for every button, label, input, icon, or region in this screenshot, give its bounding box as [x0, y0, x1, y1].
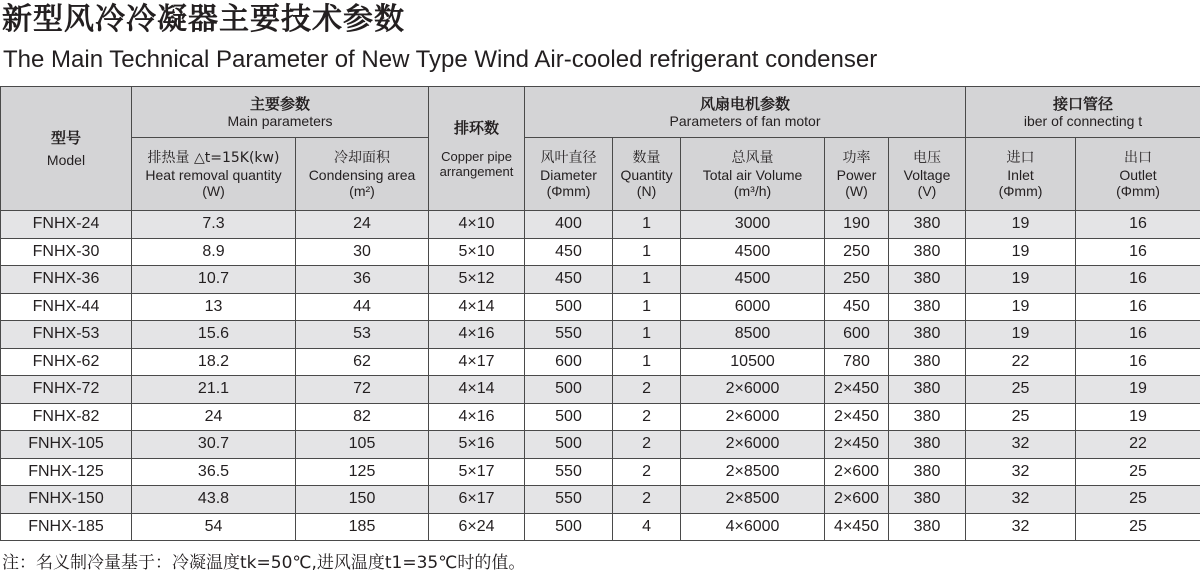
inlet-cell: 19: [966, 321, 1076, 349]
inlet-cell: 19: [966, 293, 1076, 321]
heat-removal-cell: 10.7: [132, 266, 296, 294]
voltage-cell: 380: [889, 376, 966, 404]
heat-removal-cell: 13: [132, 293, 296, 321]
main-parameters-header: 主要参数 Main parameters: [132, 87, 429, 138]
spec-table-body: [1, 211, 1200, 541]
inlet-cell: 19: [966, 211, 1076, 239]
outlet-cell: 16: [1076, 266, 1200, 294]
table-row: [1, 321, 1200, 349]
fan-quantity-cell: 1: [613, 266, 681, 294]
model-cell: FNHX-62: [1, 348, 132, 376]
model-cell: FNHX-36: [1, 266, 132, 294]
inlet-cell: 32: [966, 431, 1076, 459]
voltage-cell: 380: [889, 431, 966, 459]
condensing-area-cell: 125: [296, 458, 429, 486]
connecting-pipe-header: 接口管径 iber of connecting t: [966, 87, 1200, 138]
air-volume-cell: 4500: [681, 238, 825, 266]
outlet-cell: 16: [1076, 348, 1200, 376]
condensing-area-cell: 150: [296, 486, 429, 514]
condensing-area-cell: 24: [296, 211, 429, 239]
air-volume-cell: 8500: [681, 321, 825, 349]
fan-quantity-cell: 1: [613, 293, 681, 321]
table-row: [1, 376, 1200, 404]
diameter-header: 风叶直径 Diameter (Φmm): [525, 138, 613, 211]
power-cell: 2×600: [825, 458, 889, 486]
inlet-cell: 25: [966, 376, 1076, 404]
quantity-header: 数量 Quantity (N): [613, 138, 681, 211]
footnote: 注：名义制冷量基于：冷凝温度tk=50℃,进风温度t1=35℃时的值。: [2, 553, 526, 573]
copper-pipe-header: 排环数 Copper pipe arrangement: [429, 87, 525, 211]
condensing-area-cell: 30: [296, 238, 429, 266]
model-cell: FNHX-82: [1, 403, 132, 431]
condensing-area-cell: 72: [296, 376, 429, 404]
inlet-cell: 22: [966, 348, 1076, 376]
outlet-cell: 16: [1076, 211, 1200, 239]
heat-removal-cell: 54: [132, 513, 296, 541]
model-cell: FNHX-125: [1, 458, 132, 486]
fan-quantity-cell: 1: [613, 238, 681, 266]
condensing-area-cell: 105: [296, 431, 429, 459]
inlet-header: 进口 Inlet (Φmm): [966, 138, 1076, 211]
voltage-cell: 380: [889, 513, 966, 541]
model-header: 型号 Model: [1, 87, 132, 211]
fan-quantity-cell: 1: [613, 348, 681, 376]
table-row: [1, 293, 1200, 321]
fan-quantity-cell: 2: [613, 376, 681, 404]
power-cell: 190: [825, 211, 889, 239]
power-cell: 2×450: [825, 403, 889, 431]
pipe-arrangement-cell: 5×16: [429, 431, 525, 459]
outlet-cell: 16: [1076, 238, 1200, 266]
model-cell: FNHX-30: [1, 238, 132, 266]
condensing-area-header: 冷却面积 Condensing area (m²): [296, 138, 429, 211]
condensing-area-cell: 82: [296, 403, 429, 431]
power-cell: 2×450: [825, 376, 889, 404]
voltage-cell: 380: [889, 238, 966, 266]
voltage-cell: 380: [889, 403, 966, 431]
pipe-arrangement-cell: 5×12: [429, 266, 525, 294]
heat-removal-cell: 8.9: [132, 238, 296, 266]
air-volume-cell: 4×6000: [681, 513, 825, 541]
fan-diameter-cell: 500: [525, 293, 613, 321]
heat-removal-cell: 21.1: [132, 376, 296, 404]
heat-removal-header: 排热量 △t=15K(kw) Heat removal quantity (W): [132, 138, 296, 211]
inlet-cell: 32: [966, 513, 1076, 541]
pipe-arrangement-cell: 6×24: [429, 513, 525, 541]
inlet-cell: 25: [966, 403, 1076, 431]
outlet-cell: 16: [1076, 321, 1200, 349]
pipe-arrangement-cell: 6×17: [429, 486, 525, 514]
pipe-arrangement-cell: 4×16: [429, 321, 525, 349]
voltage-cell: 380: [889, 486, 966, 514]
fan-motor-header: 风扇电机参数 Parameters of fan motor: [525, 87, 966, 138]
spec-table: [0, 86, 1200, 541]
air-volume-cell: 2×8500: [681, 458, 825, 486]
power-cell: 450: [825, 293, 889, 321]
fan-quantity-cell: 1: [613, 211, 681, 239]
table-row: [1, 486, 1200, 514]
heat-removal-cell: 24: [132, 403, 296, 431]
table-row: [1, 211, 1200, 239]
air-volume-cell: 2×6000: [681, 376, 825, 404]
table-row: [1, 513, 1200, 541]
condensing-area-cell: 36: [296, 266, 429, 294]
inlet-cell: 32: [966, 486, 1076, 514]
pipe-arrangement-cell: 4×17: [429, 348, 525, 376]
power-cell: 780: [825, 348, 889, 376]
fan-quantity-cell: 2: [613, 403, 681, 431]
fan-diameter-cell: 500: [525, 403, 613, 431]
inlet-cell: 19: [966, 238, 1076, 266]
fan-diameter-cell: 600: [525, 348, 613, 376]
outlet-cell: 25: [1076, 458, 1200, 486]
fan-diameter-cell: 450: [525, 266, 613, 294]
voltage-cell: 380: [889, 321, 966, 349]
heat-removal-cell: 7.3: [132, 211, 296, 239]
voltage-cell: 380: [889, 293, 966, 321]
heat-removal-cell: 18.2: [132, 348, 296, 376]
fan-diameter-cell: 550: [525, 458, 613, 486]
fan-diameter-cell: 550: [525, 321, 613, 349]
condensing-area-cell: 53: [296, 321, 429, 349]
air-volume-cell: 4500: [681, 266, 825, 294]
fan-quantity-cell: 2: [613, 431, 681, 459]
pipe-arrangement-cell: 5×10: [429, 238, 525, 266]
power-cell: 2×450: [825, 431, 889, 459]
power-cell: 2×600: [825, 486, 889, 514]
voltage-cell: 380: [889, 458, 966, 486]
fan-diameter-cell: 450: [525, 238, 613, 266]
air-volume-cell: 10500: [681, 348, 825, 376]
fan-diameter-cell: 550: [525, 486, 613, 514]
voltage-cell: 380: [889, 266, 966, 294]
table-row: [1, 431, 1200, 459]
table-row: [1, 266, 1200, 294]
heat-removal-cell: 43.8: [132, 486, 296, 514]
model-cell: FNHX-150: [1, 486, 132, 514]
outlet-cell: 25: [1076, 513, 1200, 541]
fan-diameter-cell: 500: [525, 431, 613, 459]
model-cell: FNHX-44: [1, 293, 132, 321]
air-volume-cell: 2×6000: [681, 403, 825, 431]
pipe-arrangement-cell: 5×17: [429, 458, 525, 486]
pipe-arrangement-cell: 4×14: [429, 376, 525, 404]
heat-removal-cell: 15.6: [132, 321, 296, 349]
fan-quantity-cell: 2: [613, 458, 681, 486]
air-volume-header: 总风量 Total air Volume (m³/h): [681, 138, 825, 211]
page-title-english: The Main Technical Parameter of New Type Wind Air-cooled refrigerant condenser: [3, 46, 878, 73]
air-volume-cell: 3000: [681, 211, 825, 239]
outlet-cell: 19: [1076, 403, 1200, 431]
table-row: [1, 238, 1200, 266]
pipe-arrangement-cell: 4×16: [429, 403, 525, 431]
pipe-arrangement-cell: 4×14: [429, 293, 525, 321]
air-volume-cell: 6000: [681, 293, 825, 321]
outlet-cell: 16: [1076, 293, 1200, 321]
page-title-chinese: 新型风冷冷凝器主要技术参数: [2, 2, 405, 37]
condensing-area-cell: 44: [296, 293, 429, 321]
condensing-area-cell: 185: [296, 513, 429, 541]
power-cell: 4×450: [825, 513, 889, 541]
power-cell: 600: [825, 321, 889, 349]
outlet-cell: 19: [1076, 376, 1200, 404]
table-row: [1, 403, 1200, 431]
model-cell: FNHX-105: [1, 431, 132, 459]
air-volume-cell: 2×8500: [681, 486, 825, 514]
fan-diameter-cell: 400: [525, 211, 613, 239]
air-volume-cell: 2×6000: [681, 431, 825, 459]
table-row: [1, 348, 1200, 376]
voltage-cell: 380: [889, 348, 966, 376]
outlet-cell: 22: [1076, 431, 1200, 459]
fan-quantity-cell: 1: [613, 321, 681, 349]
fan-diameter-cell: 500: [525, 513, 613, 541]
inlet-cell: 32: [966, 458, 1076, 486]
model-cell: FNHX-53: [1, 321, 132, 349]
heat-removal-cell: 36.5: [132, 458, 296, 486]
condensing-area-cell: 62: [296, 348, 429, 376]
power-header: 功率 Power (W): [825, 138, 889, 211]
model-cell: FNHX-24: [1, 211, 132, 239]
heat-removal-cell: 30.7: [132, 431, 296, 459]
fan-quantity-cell: 4: [613, 513, 681, 541]
fan-quantity-cell: 2: [613, 486, 681, 514]
pipe-arrangement-cell: 4×10: [429, 211, 525, 239]
table-row: [1, 458, 1200, 486]
outlet-header: 出口 Outlet (Φmm): [1076, 138, 1200, 211]
voltage-cell: 380: [889, 211, 966, 239]
model-cell: FNHX-185: [1, 513, 132, 541]
outlet-cell: 25: [1076, 486, 1200, 514]
power-cell: 250: [825, 238, 889, 266]
fan-diameter-cell: 500: [525, 376, 613, 404]
model-cell: FNHX-72: [1, 376, 132, 404]
inlet-cell: 19: [966, 266, 1076, 294]
voltage-header: 电压 Voltage (V): [889, 138, 966, 211]
power-cell: 250: [825, 266, 889, 294]
